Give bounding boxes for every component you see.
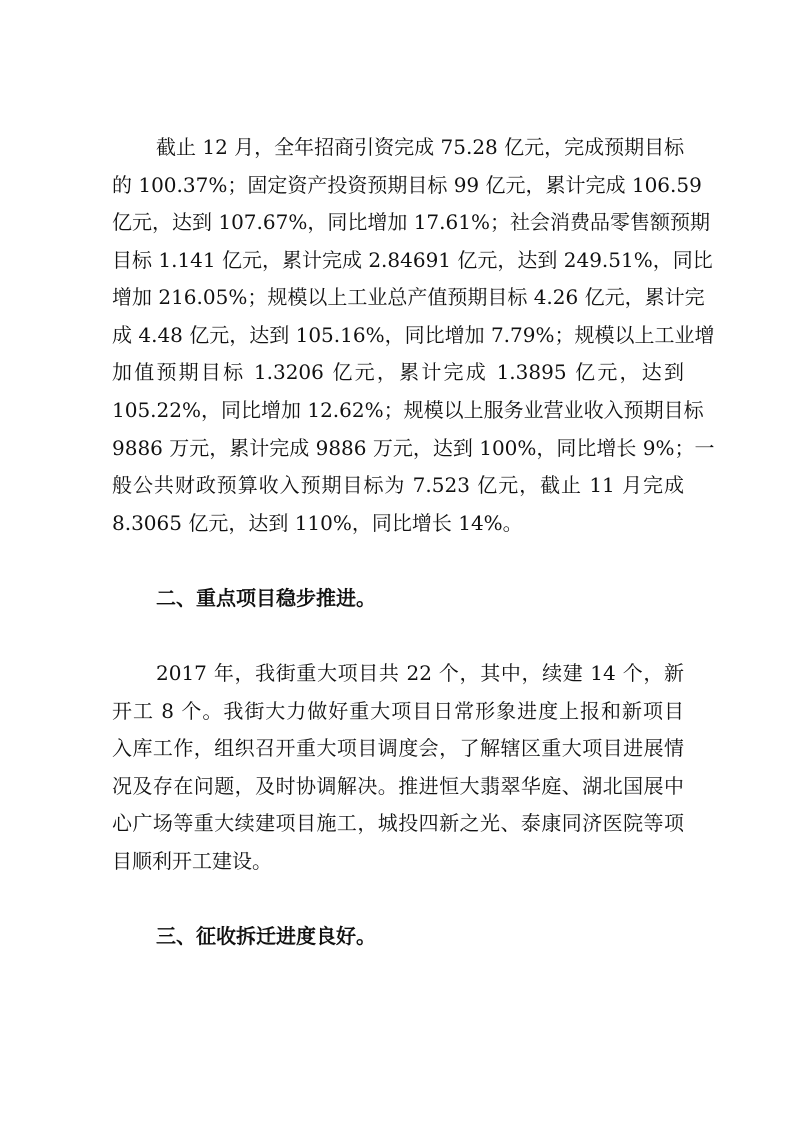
text-line: 心广场等重大续建项目施工，城投四新之光、泰康同济医院等项 xyxy=(112,811,684,835)
text-line: 目顺利开工建设。 xyxy=(112,849,272,873)
text-line: 入库工作，组织召开重大项目调度会，了解辖区重大项目进展情 xyxy=(112,736,684,760)
text-line: 加值预期目标 1.3206 亿元，累计完成 1.3895 亿元，达到 xyxy=(112,360,684,384)
text-line: 2017 年，我街重大项目共 22 个，其中，续建 14 个，新 xyxy=(156,661,684,685)
section-heading-key-projects: 二、重点项目稳步推进。 xyxy=(156,586,376,610)
text-line: 8.3065 亿元，达到 110%，同比增长 14%。 xyxy=(112,511,523,535)
text-line: 增加 216.05%；规模以上工业总产值预期目标 4.26 亿元，累计完 xyxy=(112,285,705,309)
text-line: 截止 12 月，全年招商引资完成 75.28 亿元，完成预期目标 xyxy=(156,135,685,159)
text-line: 的 100.37%；固定资产投资预期目标 99 亿元，累计完成 106.59 xyxy=(112,173,702,197)
text-line: 成 4.48 亿元，达到 105.16%，同比增加 7.79%；规模以上工业增 xyxy=(112,323,715,347)
text-line: 般公共财政预算收入预期目标为 7.523 亿元，截止 11 月完成 xyxy=(112,473,684,497)
text-line: 开工 8 个。我街大力做好重大项目日常形象进度上报和新项目 xyxy=(112,699,684,723)
text-line: 况及存在问题，及时协调解决。推进恒大翡翠华庭、湖北国展中 xyxy=(112,774,684,798)
text-line: 105.22%，同比增加 12.62%；规模以上服务业营业收入预期目标 xyxy=(112,398,704,422)
section-heading-demolition: 三、征收拆迁进度良好。 xyxy=(156,924,376,948)
text-line: 9886 万元，累计完成 9886 万元，达到 100%，同比增长 9%；一 xyxy=(112,436,715,460)
text-line: 亿元，达到 107.67%，同比增加 17.61%；社会消费品零售额预期 xyxy=(112,210,710,234)
text-line: 目标 1.141 亿元，累计完成 2.84691 亿元，达到 249.51%，同比 xyxy=(112,248,713,272)
